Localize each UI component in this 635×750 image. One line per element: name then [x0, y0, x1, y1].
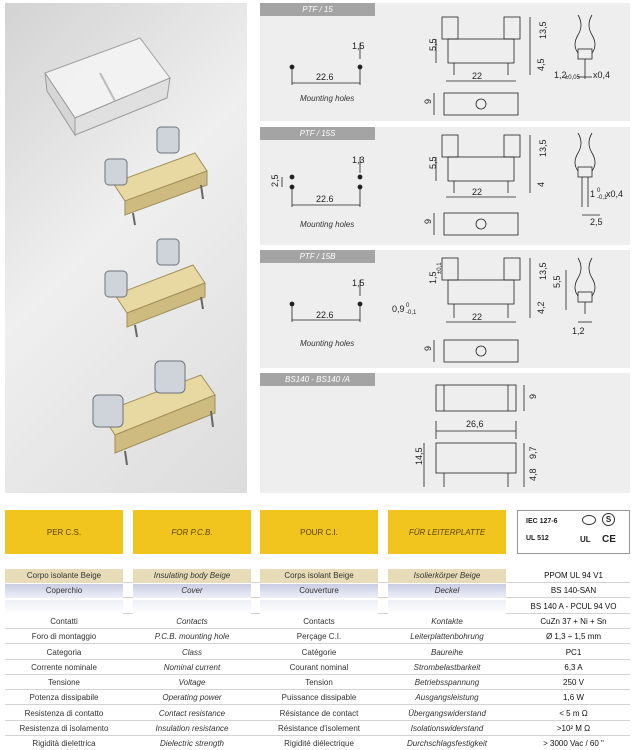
spec-cell-value: 1,6 W: [563, 693, 584, 703]
ptf15b-side-height: 5,5: [552, 275, 562, 288]
spec-cell-it: Resistenza di isolamento: [19, 724, 109, 733]
spec-cell-de: [388, 600, 506, 614]
spec-cell-fr: Corps isolant Beige: [260, 569, 378, 583]
section-tab-bs140: BS140 - BS140 /A: [260, 373, 375, 386]
ptf15b-pin: 4,2: [536, 301, 546, 314]
spec-cell-value: > 3000 Vac / 60 ": [543, 739, 604, 749]
spec-cell-de: Deckel: [388, 584, 506, 598]
spec-cell-value: 250 V: [563, 678, 584, 688]
s-mark-icon: S: [602, 513, 615, 526]
ptf15s-upper: 5,5: [428, 156, 438, 169]
spec-cell-fr: Courant nominal: [289, 662, 349, 672]
ptf15s-pin: 4: [536, 181, 546, 187]
spec-cell-fr: [260, 600, 378, 614]
bs140-top-height: 9: [528, 393, 538, 399]
ptf15b-width: 22: [472, 312, 483, 322]
spec-row: [5, 707, 630, 721]
spec-cell-de: Leiterplattenbohrung: [410, 632, 484, 642]
ptf15b-bottom: 9: [423, 345, 433, 351]
spec-cell-de: Baureihe: [430, 647, 464, 657]
product-photo-panel: [5, 3, 247, 493]
ptf15-pin: 4,5: [536, 58, 546, 71]
ptf15s-side-tol-bot: -0,1: [597, 195, 608, 201]
ptf15-side-thick: x0,4: [593, 70, 611, 80]
spec-cell-value: < 5 m Ω: [559, 708, 588, 718]
spec-row: [5, 615, 630, 629]
ptf15b-hole-spacing: 22.6: [316, 310, 334, 320]
spec-cell-en: [133, 600, 251, 614]
spec-cell-fr: Puissance dissipable: [281, 693, 357, 703]
spec-cell-en: P.C.B. mounting hole: [154, 632, 230, 642]
ptf15s-height: 13,5: [538, 139, 548, 157]
ptf15b-lead: 0,9: [392, 304, 405, 314]
spec-cell-de: Kontakte: [431, 616, 463, 626]
bs140-height: 14,5: [414, 447, 424, 465]
section-tab-ptf15: PTF / 15: [260, 3, 375, 16]
spec-cell-en: Insulation resistance: [155, 724, 229, 733]
ptf15-drawing: [260, 3, 630, 121]
spec-cell-value: Ø 1,3 ÷ 1,5 mm: [545, 632, 602, 642]
spec-cell-fr: Contacts: [303, 616, 335, 626]
ptf15s-hole-row: 2,5: [270, 174, 280, 187]
spec-row: [5, 584, 630, 598]
ptf15b-side-pin: 1,2: [572, 326, 585, 336]
ptf15s-width: 22: [472, 187, 483, 197]
ptf15-side-tol: ±0,05: [565, 75, 580, 81]
spec-cell-de: Betriebsspannung: [414, 678, 480, 688]
spec-cell-en: Dielectric strength: [159, 739, 225, 749]
header-english: FOR P.C.B.: [133, 510, 251, 554]
spec-row: [5, 722, 630, 736]
spec-cell-fr: Résistance de contact: [279, 708, 359, 718]
spec-cell-fr: Tension: [305, 678, 333, 688]
spec-cell-de: Durchschlagsfestigkeit: [406, 739, 488, 749]
ptf15s-hole-diameter: 1,3: [352, 155, 365, 165]
spec-cell-it: Resistenza di contatto: [24, 708, 104, 718]
spec-row: [5, 646, 630, 660]
spec-cell-it: Corpo isolante Beige: [5, 569, 123, 583]
bs140-width: 26,6: [466, 419, 484, 429]
spec-cell-en: Operating power: [162, 693, 222, 703]
spec-cell-de: Ausgangsleistung: [415, 693, 479, 703]
spec-cell-it: Rigidità dielettrica: [32, 739, 96, 749]
ptf15-width: 22: [472, 71, 483, 81]
header-italian: PER C.S.: [5, 510, 123, 554]
ptf15b-caption: Mounting holes: [300, 339, 355, 348]
header-german: FÜR LEITERPLATTE: [388, 510, 506, 554]
spec-row: [5, 569, 630, 583]
spec-cell-en: Nominal current: [163, 662, 221, 672]
spec-cell-it: Coperchio: [5, 584, 123, 598]
diagram-section-ptf15: [260, 3, 630, 121]
spec-cell-value: CuZn 37 + Ni + Sn: [540, 616, 607, 626]
spec-cell-it: Foro di montaggio: [31, 632, 97, 642]
ptf15-side-pin: 1,2: [554, 70, 567, 80]
ptf15b-upper: 1,5: [428, 271, 438, 284]
spec-cell-fr: Rigidité diélectrique: [284, 739, 354, 749]
ptf15-upper: 5,5: [428, 38, 438, 51]
spec-cell-it: Tensione: [47, 678, 81, 688]
ptf15b-height: 13,5: [538, 262, 548, 280]
spec-cell-it: Potenza dissipabile: [29, 693, 99, 703]
ptf15s-drawing: [260, 127, 630, 245]
ptf15-hole-diameter: 1,5: [352, 41, 365, 51]
iec-standard: IEC 127-6: [526, 518, 558, 525]
spec-cell-fr: Perçage C.I.: [296, 632, 342, 642]
transparent-cover-image: [45, 38, 170, 135]
ptf15-caption: Mounting holes: [300, 94, 355, 103]
spec-cell-value: BS 140-SAN: [550, 586, 597, 596]
section-tab-ptf15b: PTF / 15B: [260, 250, 375, 263]
ptf15-bottom: 9: [423, 98, 433, 104]
spec-cell-value: BS 140 A - PCUL 94 VO: [530, 601, 617, 611]
fuse-holder-ptf15s-image: [105, 239, 205, 337]
diagram-section-ptf15b: [260, 250, 630, 368]
spec-cell-it: Categoria: [46, 647, 82, 657]
spec-cell-value: >10² M Ω: [556, 724, 591, 733]
spec-cell-value: 6,3 A: [564, 662, 583, 672]
spec-cell-en: Contact resistance: [158, 708, 226, 718]
ptf15s-bottom: 9: [423, 218, 433, 224]
spec-cell-fr: Catégorie: [301, 647, 337, 657]
ptf15b-lead-tol-bot: -0,1: [406, 310, 417, 316]
ptf15s-side-thick: x0,4: [606, 189, 624, 199]
spec-cell-en: Contacts: [176, 616, 208, 626]
ptf15s-side-tol-top: 0: [597, 188, 601, 194]
bs140-upper: 9,7: [528, 446, 538, 459]
ptf15-hole-spacing: 22.6: [316, 72, 334, 82]
spec-cell-en: Class: [181, 647, 202, 657]
ptf15s-side-pin: 1: [590, 189, 596, 199]
header-french: POUR C.I.: [260, 510, 378, 554]
ul-standard: UL 512: [526, 535, 549, 542]
ce-mark-icon: CE: [602, 534, 616, 545]
spec-row: [5, 737, 630, 750]
spec-cell-de: Übergangswiderstand: [408, 708, 486, 718]
certification-box: [517, 510, 630, 554]
spec-cell-it: [5, 600, 123, 614]
spec-cell-fr: Couverture: [260, 584, 378, 598]
diagram-section-bs140: [260, 373, 630, 493]
ptf15-height: 13,5: [538, 21, 548, 39]
spec-cell-en: Insulating body Beige: [133, 569, 251, 583]
spec-row: [5, 630, 630, 644]
spec-cell-it: Contatti: [50, 616, 78, 626]
spec-row: [5, 676, 630, 690]
spec-row: [5, 691, 630, 705]
ptf15s-side-width: 2,5: [590, 217, 603, 227]
ptf15s-caption: Mounting holes: [300, 220, 355, 229]
ul-mark-icon: UL: [580, 535, 591, 544]
certification-mark-icon: [582, 515, 596, 525]
spec-cell-value: PC1: [565, 647, 582, 657]
fuse-holder-photos: [5, 3, 247, 493]
fuse-holder-ptf15-image: [105, 127, 207, 225]
spec-cell-de: Isolierkörper Beige: [388, 569, 506, 583]
fuse-holder-ptf15b-image: [93, 361, 215, 465]
ptf15b-upper-tol: ±0,1: [437, 262, 443, 274]
diagram-section-ptf15s: [260, 127, 630, 245]
spec-row: [5, 600, 630, 614]
section-tab-ptf15s: PTF / 15S: [260, 127, 375, 140]
spec-cell-value: PPOM UL 94 V1: [544, 571, 603, 580]
ptf15b-lead-tol-top: 0: [406, 303, 410, 309]
spec-cell-it: Corrente nominale: [31, 662, 97, 672]
ptf15b-hole-diameter: 1,5: [352, 278, 365, 288]
spec-cell-fr: Résistance d'isolement: [277, 724, 360, 733]
spec-cell-en: Cover: [133, 584, 251, 598]
spec-cell-en: Voltage: [178, 678, 206, 688]
ptf15s-hole-spacing: 22.6: [316, 194, 334, 204]
spec-cell-de: Isolationswiderstand: [410, 724, 484, 733]
spec-cell-de: Strombelastbarkeit: [413, 662, 481, 672]
spec-row: [5, 661, 630, 675]
bs140-drawing: [260, 373, 630, 493]
ptf15b-drawing: [260, 250, 630, 368]
bs140-pin: 4,8: [528, 468, 538, 481]
